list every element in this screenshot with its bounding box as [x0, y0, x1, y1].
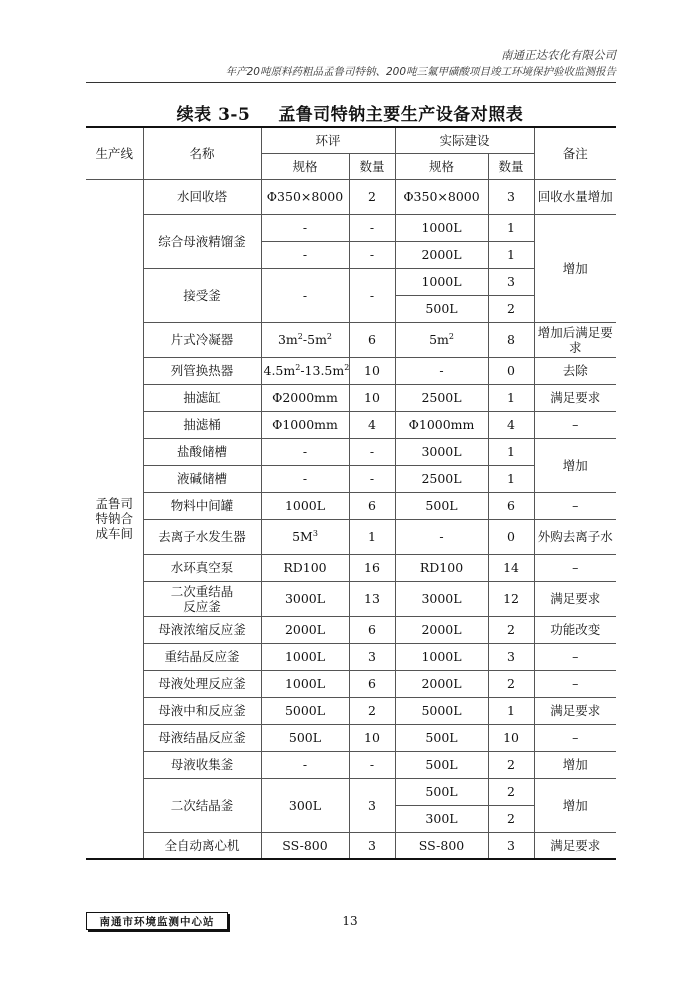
table-row: [86, 492, 616, 519]
note: –: [534, 670, 616, 697]
equipment-name: 列管换热器: [143, 357, 261, 384]
actual-spec: 1000L: [395, 214, 488, 241]
note: 增加: [534, 438, 616, 492]
eia-qty: 10: [349, 357, 395, 384]
col-header-note: 备注: [534, 127, 616, 179]
actual-qty: 8: [488, 322, 534, 357]
eia-spec: 500L: [261, 724, 349, 751]
header-rule: [86, 82, 616, 83]
note: –: [534, 554, 616, 581]
eia-spec: Φ1000mm: [261, 411, 349, 438]
table-row: [86, 519, 616, 554]
note: 外购去离子水: [534, 519, 616, 554]
col-header-actual-spec: 规格: [395, 153, 488, 179]
actual-spec: 2000L: [395, 616, 488, 643]
actual-qty: 14: [488, 554, 534, 581]
table-caption: 孟鲁司特钠主要生产设备对照表: [278, 105, 524, 125]
table-row: [86, 697, 616, 724]
equipment-name: 母液中和反应釜: [143, 697, 261, 724]
equipment-name: 综合母液精馏釜: [143, 214, 261, 268]
actual-spec: 2000L: [395, 241, 488, 268]
actual-spec: 2000L: [395, 670, 488, 697]
note: 回收水量增加: [534, 179, 616, 214]
actual-spec: 300L: [395, 805, 488, 832]
equipment-name: 水环真空泵: [143, 554, 261, 581]
eia-spec: 1000L: [261, 670, 349, 697]
eia-spec: RD100: [261, 554, 349, 581]
eia-qty: -: [349, 438, 395, 465]
table-row: [86, 670, 616, 697]
eia-qty: 3: [349, 643, 395, 670]
table-row: [86, 357, 616, 384]
eia-qty: 16: [349, 554, 395, 581]
note: –: [534, 411, 616, 438]
actual-spec: 500L: [395, 724, 488, 751]
note: 去除: [534, 357, 616, 384]
note: –: [534, 724, 616, 751]
actual-spec: -: [395, 519, 488, 554]
equipment-name: 抽滤桶: [143, 411, 261, 438]
header-report-title: 年产20吨原料药粗品孟鲁司特钠、200吨三氟甲磺酸项目竣工环境保护验收监测报告: [225, 66, 616, 78]
equipment-name: 二次结晶釜: [143, 778, 261, 832]
actual-qty: 0: [488, 519, 534, 554]
equipment-name: 母液收集釜: [143, 751, 261, 778]
actual-qty: 2: [488, 805, 534, 832]
note: 增加: [534, 751, 616, 778]
actual-qty: 1: [488, 465, 534, 492]
actual-spec: 500L: [395, 778, 488, 805]
actual-spec: 1000L: [395, 643, 488, 670]
note: 增加后满足要求: [534, 322, 616, 357]
actual-qty: 3: [488, 643, 534, 670]
equipment-name: 全自动离心机: [143, 832, 261, 859]
table-row: [86, 778, 616, 805]
actual-spec: 500L: [395, 492, 488, 519]
table-row: [86, 554, 616, 581]
actual-spec: -: [395, 357, 488, 384]
eia-spec: $5M^3$: [261, 519, 349, 554]
equipment-name: 重结晶反应釜: [143, 643, 261, 670]
eia-qty: 3: [349, 832, 395, 859]
actual-spec: 5000L: [395, 697, 488, 724]
eia-spec: -: [261, 751, 349, 778]
table-header-row: [86, 127, 616, 153]
equipment-name: 母液结晶反应釜: [143, 724, 261, 751]
table-row: [86, 179, 616, 214]
eia-qty: 2: [349, 697, 395, 724]
eia-spec: 1000L: [261, 643, 349, 670]
eia-qty: -: [349, 241, 395, 268]
header-company: 南通正达农化有限公司: [501, 48, 616, 62]
actual-qty: 3: [488, 832, 534, 859]
actual-spec: 3000L: [395, 581, 488, 616]
eia-qty: 2: [349, 179, 395, 214]
equipment-name: 片式冷凝器: [143, 322, 261, 357]
actual-qty: 1: [488, 214, 534, 241]
equipment-name: 二次重结晶反应釜: [143, 581, 261, 616]
equipment-name: 母液处理反应釜: [143, 670, 261, 697]
eia-spec: $4.5m^2-13.5m^2$: [261, 357, 349, 384]
equipment-name: 水回收塔: [143, 179, 261, 214]
equipment-table: [86, 126, 616, 860]
eia-qty: 6: [349, 492, 395, 519]
equipment-name: 抽滤缸: [143, 384, 261, 411]
actual-qty: 1: [488, 438, 534, 465]
col-header-line: 生产线: [86, 127, 143, 179]
equipment-name: 物料中间罐: [143, 492, 261, 519]
actual-qty: 2: [488, 778, 534, 805]
equipment-name: 盐酸储槽: [143, 438, 261, 465]
actual-qty: 0: [488, 357, 534, 384]
note: 满足要求: [534, 581, 616, 616]
actual-qty: 3: [488, 268, 534, 295]
table-row: [86, 616, 616, 643]
actual-spec: RD100: [395, 554, 488, 581]
equipment-name: 接受釜: [143, 268, 261, 322]
equipment-name: 母液浓缩反应釜: [143, 616, 261, 643]
note: 满足要求: [534, 384, 616, 411]
eia-qty: -: [349, 214, 395, 241]
actual-qty: 3: [488, 179, 534, 214]
col-header-eia-qty: 数量: [349, 153, 395, 179]
col-header-eia: 环评: [261, 127, 395, 153]
table-number: 续表 3-5: [176, 105, 251, 125]
actual-spec: 500L: [395, 751, 488, 778]
page-number: 13: [342, 914, 358, 928]
eia-qty: 10: [349, 384, 395, 411]
actual-qty: 1: [488, 241, 534, 268]
actual-qty: 4: [488, 411, 534, 438]
actual-qty: 1: [488, 384, 534, 411]
col-header-actual-qty: 数量: [488, 153, 534, 179]
actual-qty: 10: [488, 724, 534, 751]
note: –: [534, 492, 616, 519]
table-row: [86, 724, 616, 751]
production-line-cell: 孟鲁司特钠合成车间: [86, 179, 143, 859]
actual-spec: 1000L: [395, 268, 488, 295]
table-row: [86, 411, 616, 438]
note: 功能改变: [534, 616, 616, 643]
eia-spec: 2000L: [261, 616, 349, 643]
actual-spec: Φ350×8000: [395, 179, 488, 214]
table-row: [86, 322, 616, 357]
note: 增加: [534, 778, 616, 832]
note: 满足要求: [534, 697, 616, 724]
eia-qty: 4: [349, 411, 395, 438]
actual-qty: 6: [488, 492, 534, 519]
table-row: [86, 214, 616, 241]
eia-qty: -: [349, 268, 395, 322]
eia-qty: 10: [349, 724, 395, 751]
table-row: [86, 581, 616, 616]
eia-spec: 3000L: [261, 581, 349, 616]
actual-qty: 12: [488, 581, 534, 616]
eia-qty: 6: [349, 616, 395, 643]
table-title: [0, 100, 700, 125]
eia-qty: -: [349, 751, 395, 778]
eia-qty: 6: [349, 322, 395, 357]
eia-spec: SS-800: [261, 832, 349, 859]
table-row: [86, 384, 616, 411]
col-header-name: 名称: [143, 127, 261, 179]
col-header-actual: 实际建设: [395, 127, 534, 153]
eia-spec: 5000L: [261, 697, 349, 724]
actual-qty: 2: [488, 295, 534, 322]
eia-qty: 6: [349, 670, 395, 697]
eia-spec: 1000L: [261, 492, 349, 519]
eia-spec: 300L: [261, 778, 349, 832]
monitoring-station-stamp: 南通市环境监测中心站: [86, 912, 228, 930]
eia-qty: 3: [349, 778, 395, 832]
table-row: [86, 751, 616, 778]
actual-qty: 2: [488, 751, 534, 778]
table-row: [86, 643, 616, 670]
eia-spec: -: [261, 268, 349, 322]
eia-spec: -: [261, 465, 349, 492]
eia-spec: Φ350×8000: [261, 179, 349, 214]
eia-qty: 13: [349, 581, 395, 616]
equipment-name: 液碱储槽: [143, 465, 261, 492]
actual-spec: 2500L: [395, 465, 488, 492]
eia-spec: $3m^2-5m^2$: [261, 322, 349, 357]
note: 增加: [534, 214, 616, 322]
actual-spec: 3000L: [395, 438, 488, 465]
eia-spec: -: [261, 241, 349, 268]
actual-spec: SS-800: [395, 832, 488, 859]
actual-spec: 2500L: [395, 384, 488, 411]
col-header-eia-spec: 规格: [261, 153, 349, 179]
eia-qty: 1: [349, 519, 395, 554]
actual-spec: Φ1000mm: [395, 411, 488, 438]
actual-spec: 500L: [395, 295, 488, 322]
actual-spec: $5m^2$: [395, 322, 488, 357]
table-row: [86, 832, 616, 859]
equipment-name: 去离子水发生器: [143, 519, 261, 554]
actual-qty: 1: [488, 697, 534, 724]
actual-qty: 2: [488, 616, 534, 643]
eia-qty: -: [349, 465, 395, 492]
eia-spec: -: [261, 214, 349, 241]
eia-spec: Φ2000mm: [261, 384, 349, 411]
table-row: [86, 438, 616, 465]
actual-qty: 2: [488, 670, 534, 697]
note: 满足要求: [534, 832, 616, 859]
eia-spec: -: [261, 438, 349, 465]
note: –: [534, 643, 616, 670]
